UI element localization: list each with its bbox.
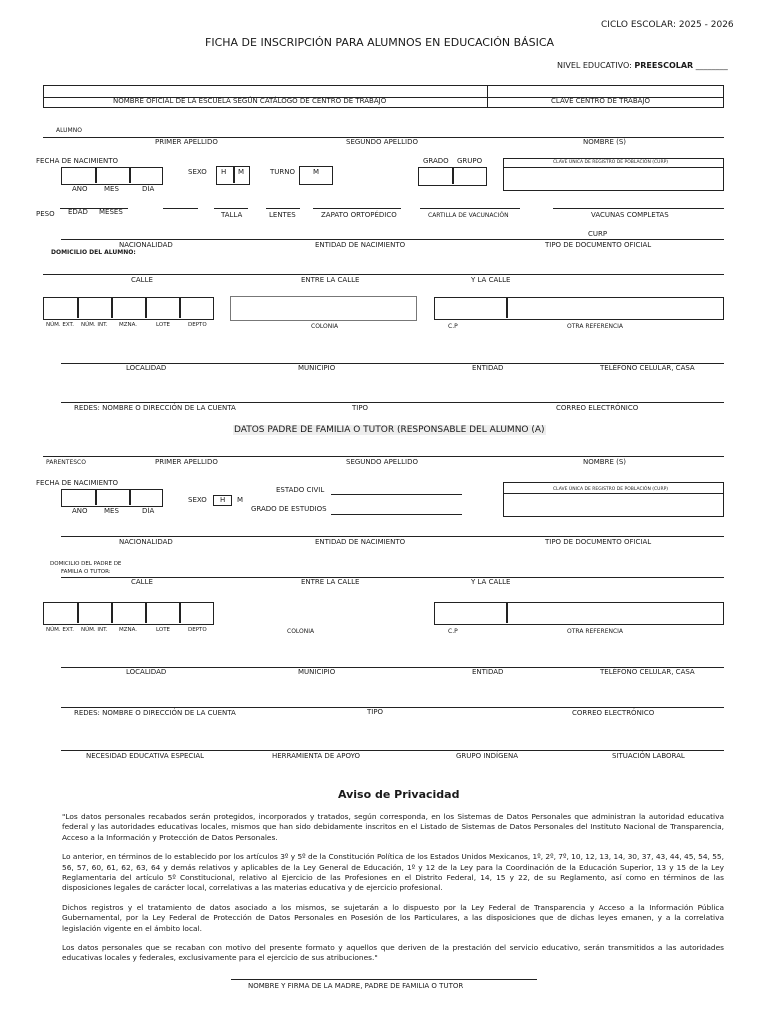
alumno-fecha-boxes[interactable] xyxy=(61,167,163,185)
alumno-turno-m: M xyxy=(313,168,320,176)
alumno-curp: CURP xyxy=(588,230,608,238)
tutor-mzna: MZNA. xyxy=(119,627,138,633)
alumno-localidad: LOCALIDAD xyxy=(126,364,167,372)
tutor-sexo-m: M xyxy=(237,496,244,504)
privacy-title: Aviso de Privacidad xyxy=(338,788,460,801)
tutor-municipio: MUNICIPIO xyxy=(298,668,336,676)
tutor-otra-referencia: OTRA REFERENCIA xyxy=(567,628,624,635)
tutor-estado-civil: ESTADO CIVIL xyxy=(276,486,325,494)
signature-label: NOMBRE Y FIRMA DE LA MADRE, PADRE DE FAMILIA O TUTOR xyxy=(248,982,464,990)
alumno-grado-label: GRADO xyxy=(423,157,449,165)
tutor-calle: CALLE xyxy=(131,578,153,586)
form-title: FICHA DE INSCRIPCIÓN PARA ALUMNOS EN EDUCACIÓN BÁSICA xyxy=(205,36,555,49)
tutor-anio: AÑO xyxy=(72,507,88,515)
tutor-nombre: NOMBRE (S) xyxy=(583,458,627,466)
alumno-turno-label: TURNO xyxy=(270,168,296,176)
privacy-notice xyxy=(62,812,724,973)
alumno-redes: REDES: NOMBRE O DIRECCIÓN DE LA CUENTA xyxy=(74,404,236,412)
alumno-nacionalidad: NACIONALIDAD xyxy=(119,241,173,249)
alumno-grupo-label: GRUPO xyxy=(457,157,483,165)
alumno-depto: DEPTO xyxy=(188,322,207,328)
alumno-entidad: ENTIDAD xyxy=(472,364,504,372)
school-name-label: NOMBRE OFICIAL DE LA ESCUELA SEGÚN CATÁLOGO DE CENTRO DE TRABAJO xyxy=(113,97,387,105)
tutor-herramienta: HERRAMIENTA DE APOYO xyxy=(272,752,361,760)
alumno-lentes: LENTES xyxy=(269,211,296,219)
alumno-tipo-documento: TIPO DE DOCUMENTO OFICIAL xyxy=(545,241,652,249)
tutor-depto: DEPTO xyxy=(188,627,207,633)
tutor-colonia: COLONIA xyxy=(287,628,315,635)
nivel-value: PREESCOLAR xyxy=(634,61,694,70)
tutor-entidad: ENTIDAD xyxy=(472,668,504,676)
tutor-num-int: NÚM. INT. xyxy=(81,627,108,633)
tutor-domicilio-2: FAMILIA O TUTOR: xyxy=(61,569,111,575)
tutor-curp-text: ÚNICA DE REGISTRO DE POBLACIÓN (CURP) xyxy=(568,487,669,492)
alumno-dia: DÍA xyxy=(142,185,155,193)
alumno-label: ALUMNO xyxy=(56,127,82,134)
tutor-entre-calle: ENTRE LA CALLE xyxy=(301,578,360,586)
alumno-fecha-label: FECHA DE NACIMIENTO xyxy=(36,157,119,165)
tutor-mes: MES xyxy=(104,507,119,515)
alumno-sexo-h: H xyxy=(221,168,227,176)
nivel-blank: ________ xyxy=(695,61,728,70)
privacy-paragraph-4: Los datos personales que se recaban con motivo del presente formato y aquellos que deriven de la prestación del servicio educativo, serán transmitidos a las autoridades educativas locales y federales, exclusivamente para el ejercicio de sus atribuciones." xyxy=(62,943,724,963)
tutor-num-boxes[interactable] xyxy=(43,602,214,625)
tutor-curp-clave xyxy=(553,487,668,492)
privacy-paragraph-2: Lo anterior, en términos de lo establecido por los artículos 3º y 5º de la Constitución Política de los Estados Unidos Mexicanos, 1º, 2º, 7º, 10, 12, 13, 14, 30, 37, 43, 44, 45, 54, 55, 56, 57, 60, 61, 62, 63, 64 y demás relativos y aplicables de la Ley General de Educación, 1º y 12 de la Ley para la Coordinación de la Educación Superior, 13 y 15 de la Ley Reglamentaria del artículo 5º Constitucional, relativo al Ejercicio de las Profesiones en el Distrito Federal, 14, 15 y 22, de su Reglamento, así como en términos de las disposiciones legales de carácter local, correlativas a las materias educativa y de ejercicio profesional. xyxy=(62,852,724,893)
alumno-entidad-nacimiento: ENTIDAD DE NACIMIENTO xyxy=(315,241,406,249)
tutor-parentesco: PARENTESCO xyxy=(46,459,86,466)
tutor-num-ext: NÚM. EXT. xyxy=(46,627,74,633)
alumno-zapato: ZAPATO ORTOPÉDICO xyxy=(321,211,397,219)
alumno-calle: CALLE xyxy=(131,276,153,284)
tutor-cp-ref-box[interactable] xyxy=(434,602,724,625)
tutor-tipo: TIPO xyxy=(367,708,384,716)
alumno-num-ext: NÚM. EXT. xyxy=(46,322,74,328)
alumno-curp-clave: CLAVE ÚNICA DE REGISTRO DE POBLACIÓN (CURP) xyxy=(553,160,669,165)
alumno-nombre: NOMBRE (S) xyxy=(583,138,627,146)
alumno-lote: LOTE xyxy=(156,322,171,328)
alumno-vacunas: VACUNAS COMPLETAS xyxy=(591,211,669,219)
tutor-y-calle: Y LA CALLE xyxy=(471,578,511,586)
tutor-grupo-indigena: GRUPO INDÍGENA xyxy=(456,752,518,760)
alumno-talla: TALLA xyxy=(221,211,243,219)
tutor-sexo-h: H xyxy=(220,496,226,504)
tutor-sexo-label: SEXO xyxy=(188,496,207,504)
ciclo-escolar: CICLO ESCOLAR: 2025 - 2026 xyxy=(601,20,734,30)
alumno-telefono: TELÉFONO CELULAR, CASA xyxy=(600,364,695,372)
privacy-paragraph-3: Dichos registros y el tratamiento de datos asociado a los mismos, se sujetarán a lo dispuesto por la Ley Federal de Transparencia y Acceso a la Información Pública Gubernamental, por la Ley Federal de Protección de Datos Personales en Posesión de los Particulares, a las disposiciones que de dichas leyes emanen, y a la correlativa legislación vigente en el ámbito local. xyxy=(62,902,724,933)
alumno-sexo-label: SEXO xyxy=(188,168,207,176)
tutor-situacion-laboral: SITUACIÓN LABORAL xyxy=(612,752,685,760)
tutor-tipo-documento: TIPO DE DOCUMENTO OFICIAL xyxy=(545,538,652,546)
privacy-paragraph-1: "Los datos personales recabados serán protegidos, incorporados y tratados, según corresponda, en los Sistemas de Datos Personales que administran la autoridad educativa federal y las autoridades educativas locales, mismos que han sido debidamente inscritos en el Listado de Sistemas de Datos Personales del Instituto Nacional de Transparencia, Acceso a la Información y Protección de Datos Personales. xyxy=(62,812,724,842)
tutor-dia: DÍA xyxy=(142,507,155,515)
alumno-otra-referencia: OTRA REFERENCIA xyxy=(567,323,624,330)
alumno-y-calle: Y LA CALLE xyxy=(471,276,511,284)
alumno-segundo-apellido: SEGUNDO APELLIDO xyxy=(346,138,418,146)
tutor-nacionalidad: NACIONALIDAD xyxy=(119,538,173,546)
nivel-label: NIVEL EDUCATIVO: xyxy=(557,61,632,70)
alumno-tipo: TIPO xyxy=(352,404,369,412)
tutor-lote: LOTE xyxy=(156,627,171,633)
alumno-sexo-m: M xyxy=(238,168,245,176)
alumno-colonia: COLONIA xyxy=(311,323,339,330)
nivel-educativo xyxy=(557,61,728,70)
tutor-grado-estudios: GRADO DE ESTUDIOS xyxy=(251,505,327,513)
tutor-redes: REDES: NOMBRE O DIRECCIÓN DE LA CUENTA xyxy=(74,709,236,717)
tutor-domicilio-1: DOMICILIO DEL PADRE DE xyxy=(50,561,122,567)
alumno-cartilla: CARTILLA DE VACUNACIÓN xyxy=(428,212,509,219)
tutor-correo: CORREO ELECTRÓNICO xyxy=(572,709,655,717)
tutor-primer-apellido: PRIMER APELLIDO xyxy=(155,458,218,466)
alumno-mes: MES xyxy=(104,185,119,193)
alumno-correo: CORREO ELECTRÓNICO xyxy=(556,404,639,412)
alumno-cp: C.P xyxy=(448,323,458,330)
alumno-peso: PESO xyxy=(36,210,55,218)
school-key-label: CLAVE CENTRO DE TRABAJO xyxy=(551,97,650,105)
tutor-fecha-label: FECHA DE NACIMIENTO xyxy=(36,479,119,487)
alumno-grado-grupo-box[interactable] xyxy=(418,167,487,186)
alumno-entre-calle: ENTRE LA CALLE xyxy=(301,276,360,284)
tutor-telefono: TELÉFONO CELULAR, CASA xyxy=(600,668,695,676)
tutor-curp-prefix: CLAVE xyxy=(553,487,568,492)
alumno-domicilio: DOMICILIO DEL ALUMNO: xyxy=(51,249,136,256)
tutor-entidad-nacimiento: ENTIDAD DE NACIMIENTO xyxy=(315,538,406,546)
tutor-fecha-boxes[interactable] xyxy=(61,489,163,507)
tutor-localidad: LOCALIDAD xyxy=(126,668,167,676)
alumno-colonia-box[interactable] xyxy=(230,296,417,321)
tutor-segundo-apellido: SEGUNDO APELLIDO xyxy=(346,458,418,466)
alumno-anio: AÑO xyxy=(72,185,88,193)
alumno-municipio: MUNICIPIO xyxy=(298,364,336,372)
alumno-primer-apellido: PRIMER APELLIDO xyxy=(155,138,218,146)
alumno-mzna: MZNA. xyxy=(119,322,138,328)
alumno-num-boxes[interactable] xyxy=(43,297,214,320)
tutor-necesidad: NECESIDAD EDUCATIVA ESPECIAL xyxy=(86,752,205,760)
tutor-cp: C.P xyxy=(448,628,458,635)
tutor-section-title: DATOS PADRE DE FAMILIA O TUTOR (RESPONSABLE DEL ALUMNO (A) xyxy=(234,425,545,435)
alumno-cp-ref-box[interactable] xyxy=(434,297,724,320)
alumno-num-int: NÚM. INT. xyxy=(81,322,108,328)
alumno-edad: EDAD xyxy=(68,208,88,216)
alumno-meses: MESES xyxy=(99,208,123,216)
signature-line[interactable] xyxy=(231,979,537,980)
